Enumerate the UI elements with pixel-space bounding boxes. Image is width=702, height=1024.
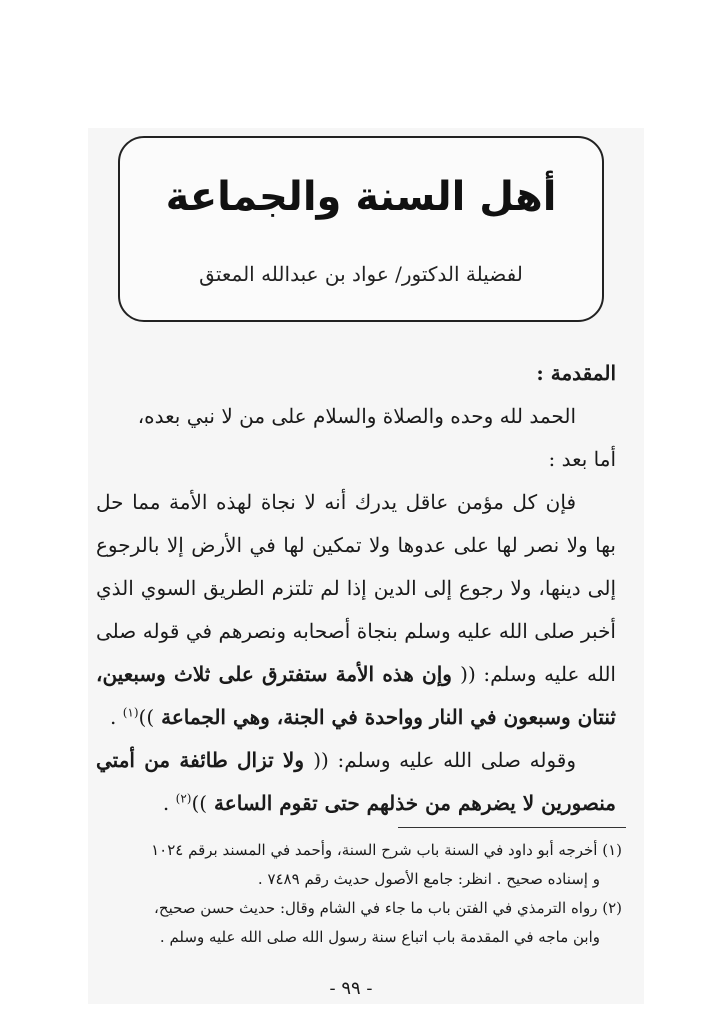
paragraph-1-text: فإن كل مؤمن عاقل يدرك أنه لا نجاة لهذه الأمة مما حل بها ولا نصر لها على عدوها ولا تمكين لها في الأرض إلا بالرجوع إلى دينها، ولا رجوع إلى الدين إذا لم تلتزم الطريق السوي الذي أخبر صلى الله عليه وسلم بنجاة أصحابه ونصرهم في قوله صلى الله عليه وسلم: (( bbox=[96, 490, 616, 686]
paragraph-1 bbox=[96, 481, 616, 739]
title-box bbox=[118, 136, 604, 322]
opening-praise: الحمد لله وحده والصلاة والسلام على من لا نبي بعده، bbox=[137, 404, 576, 428]
paragraph-2-text: وقوله صلى الله عليه وسلم: (( bbox=[313, 748, 576, 772]
hadith-1: وإن هذه الأمة ستفترق على ثلاث وسبعين، ثنتان وسبعون في النار وواحدة في الجنة، وهي الجماعة bbox=[96, 662, 616, 729]
intro-heading: المقدمة : bbox=[536, 361, 616, 385]
footnote-1-line-1: (١) أخرجه أبو داود في السنة باب شرح السنة، وأحمد في المسند برقم ١٠٢٤ bbox=[151, 841, 622, 859]
hadith-2-close: )) bbox=[191, 791, 208, 815]
footnote-ref-1: (١) bbox=[122, 705, 139, 720]
author-line: لفضيلة الدكتور/ عواد بن عبدالله المعتق bbox=[199, 262, 523, 286]
hadith-2: ولا تزال طائفة من أمتي منصورين لا يضرهم من خذلهم حتى تقوم الساعة bbox=[96, 748, 616, 815]
hadith-1-close: )) bbox=[138, 705, 155, 729]
article-body bbox=[96, 352, 616, 825]
paragraph-1-end: . bbox=[110, 705, 123, 729]
footnotes bbox=[96, 836, 622, 952]
paragraph-2-end: . bbox=[162, 791, 176, 815]
footnote-1-line-2: و إسناده صحيح . انظر: جامع الأصول حديث رقم ٧٤٨٩ . bbox=[257, 870, 600, 888]
footnote-2-line-2: وابن ماجه في المقدمة باب اتباع سنة رسول الله صلى الله عليه وسلم . bbox=[159, 928, 600, 946]
footnote-2-line-1: (٢) رواه الترمذي في الفتن باب ما جاء في الشام وقال: حديث حسن صحيح، bbox=[154, 899, 622, 917]
page-number: - ٩٩ - bbox=[329, 978, 373, 999]
article-title: أهل السنة والجماعة bbox=[165, 174, 557, 220]
footnote-divider bbox=[398, 827, 626, 828]
footnote-ref-2: (٢) bbox=[175, 791, 192, 806]
paragraph-2 bbox=[96, 739, 616, 825]
amma-baad: أما بعد : bbox=[548, 447, 616, 471]
